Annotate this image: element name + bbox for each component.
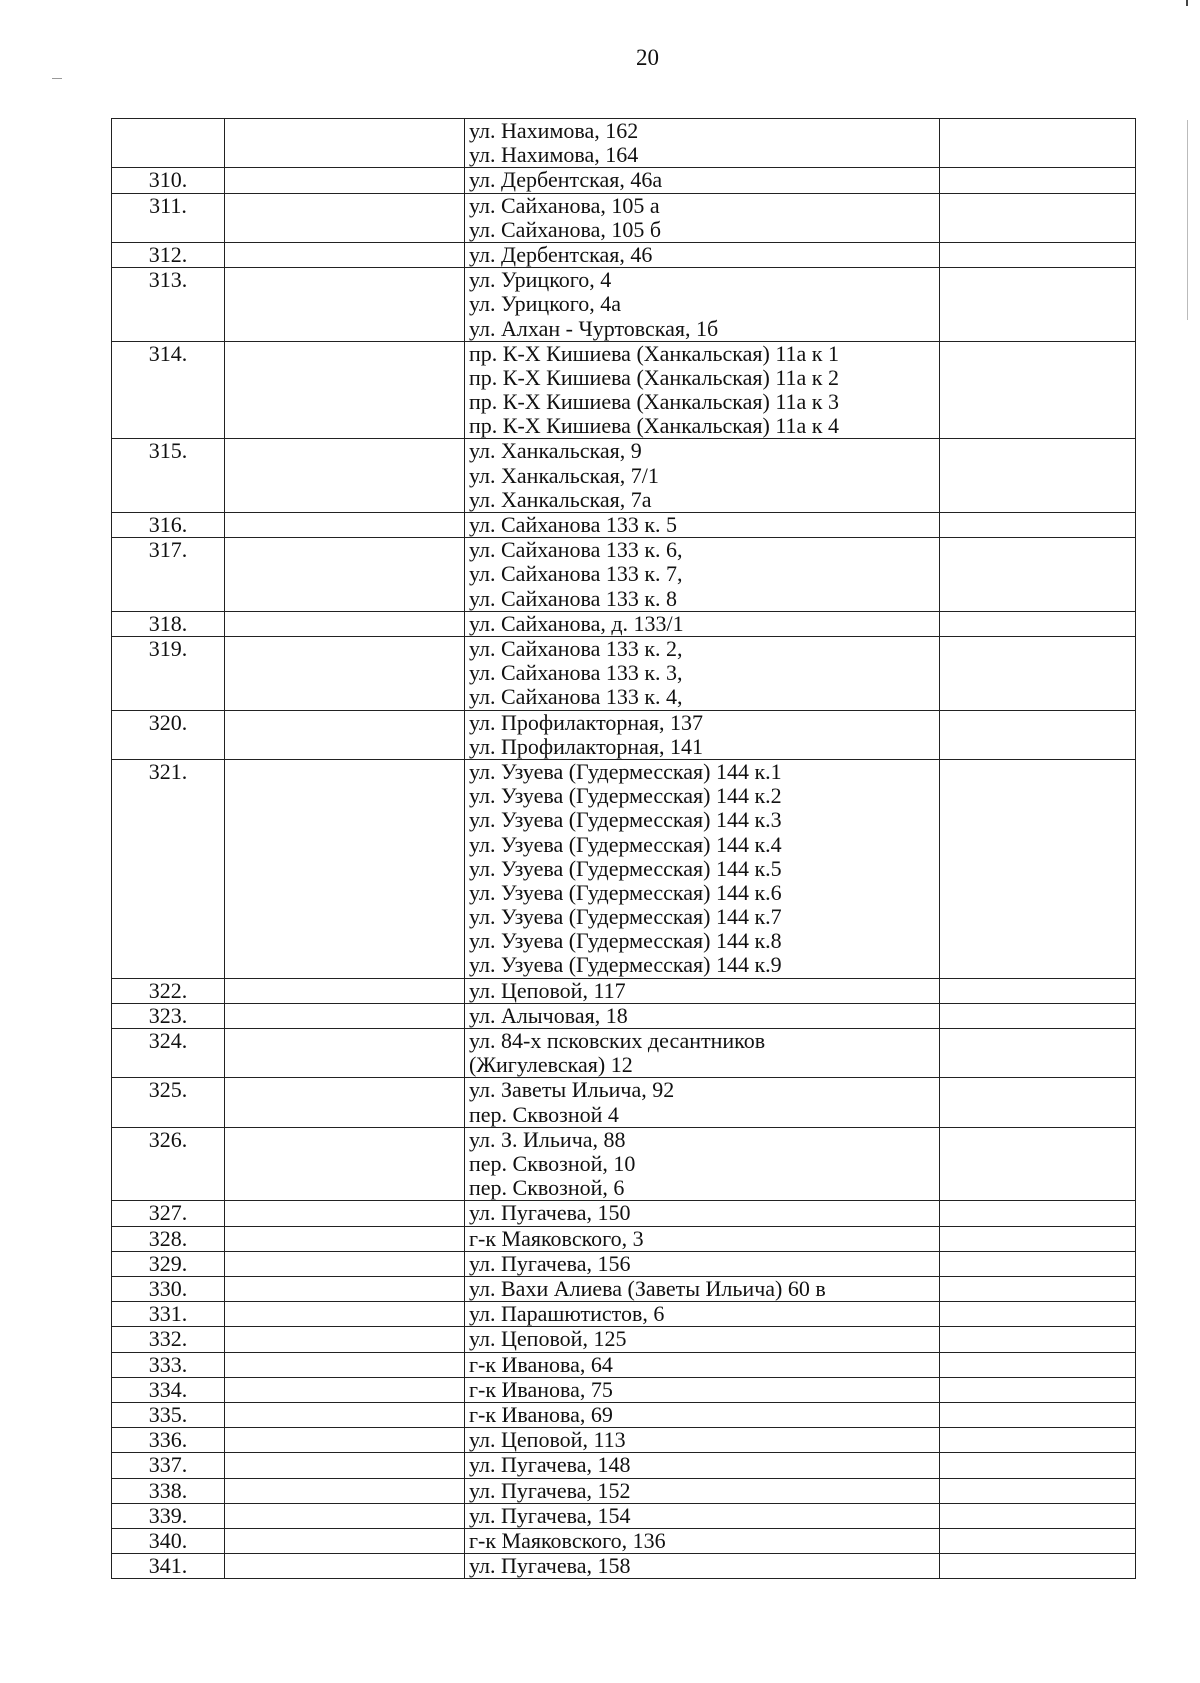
row-number: 337. (112, 1453, 225, 1478)
row-number: 322. (112, 978, 225, 1003)
address-line: ул. Заветы Ильича, 92 (469, 1077, 675, 1103)
address-line: ул. Дербентская, 46 (469, 241, 653, 267)
address-cell (465, 242, 940, 267)
table-row (112, 1428, 1136, 1453)
empty-cell (225, 1003, 465, 1028)
address-line: ул. Алхан - Чуртовская, 1б (469, 315, 719, 341)
empty-cell (225, 1554, 465, 1579)
address-cell (465, 1453, 940, 1478)
address-line: ул. Пугачева, 150 (469, 1200, 631, 1226)
row-number: 324. (112, 1029, 225, 1078)
empty-cell (225, 193, 465, 242)
address-table (111, 118, 1136, 1579)
row-number: 341. (112, 1554, 225, 1579)
table-row (112, 1528, 1136, 1553)
table-row (112, 611, 1136, 636)
address-line: ул. Узуева (Гудермесская) 144 к.2 (469, 783, 782, 809)
address-line: г-к Маяковского, 136 (469, 1527, 666, 1553)
extra-cell (940, 1276, 1136, 1301)
row-number: 321. (112, 759, 225, 978)
table-row (112, 538, 1136, 612)
address-cell (465, 341, 940, 439)
empty-cell (225, 637, 465, 711)
address-line: ул. Сайханова 133 к. 8 (469, 585, 678, 611)
row-number: 333. (112, 1352, 225, 1377)
address-cell (465, 168, 940, 193)
address-line: ул. Узуева (Гудермесская) 144 к.5 (469, 855, 782, 881)
address-cell (465, 978, 940, 1003)
row-number: 315. (112, 439, 225, 513)
empty-cell (225, 1503, 465, 1528)
empty-cell (225, 1428, 465, 1453)
address-line: г-к Иванова, 75 (469, 1376, 613, 1402)
row-number: 313. (112, 268, 225, 342)
empty-cell (225, 439, 465, 513)
address-cell (465, 1402, 940, 1427)
address-cell (465, 1251, 940, 1276)
empty-cell (225, 1528, 465, 1553)
table-row (112, 439, 1136, 513)
address-line: пр. К-Х Кишиева (Ханкальская) 11а к 4 (469, 413, 839, 439)
empty-cell (225, 538, 465, 612)
table-row (112, 341, 1136, 439)
address-line: ул. Пугачева, 148 (469, 1452, 631, 1478)
table-row (112, 1078, 1136, 1127)
row-number: 312. (112, 242, 225, 267)
address-line: ул. Узуева (Гудермесская) 144 к.1 (469, 758, 782, 784)
row-number: 340. (112, 1528, 225, 1553)
address-cell (465, 538, 940, 612)
address-cell (465, 1201, 940, 1226)
address-cell (465, 1127, 940, 1201)
row-number: 319. (112, 637, 225, 711)
table-row (112, 1503, 1136, 1528)
address-cell (465, 119, 940, 168)
empty-cell (225, 1327, 465, 1352)
table-row (112, 1402, 1136, 1427)
table-row (112, 1327, 1136, 1352)
extra-cell (940, 1003, 1136, 1028)
empty-cell (225, 242, 465, 267)
table-row (112, 1276, 1136, 1301)
address-cell (465, 1276, 940, 1301)
address-line: пр. К-Х Кишиева (Ханкальская) 11а к 1 (469, 340, 839, 366)
address-line: ул. Узуева (Гудермесская) 144 к.7 (469, 904, 782, 930)
extra-cell (940, 1226, 1136, 1251)
row-number: 316. (112, 513, 225, 538)
address-cell (465, 1226, 940, 1251)
empty-cell (225, 1201, 465, 1226)
extra-cell (940, 119, 1136, 168)
address-cell (465, 1302, 940, 1327)
extra-cell (940, 637, 1136, 711)
address-line: пр. К-Х Кишиева (Ханкальская) 11а к 2 (469, 364, 839, 390)
address-line: г-к Иванова, 64 (469, 1351, 613, 1377)
address-line: пер. Сквозной 4 (469, 1101, 619, 1127)
address-line: ул. 84-х псковских десантников (469, 1028, 766, 1054)
address-line: ул. Узуева (Гудермесская) 144 к.4 (469, 831, 782, 857)
row-number: 336. (112, 1428, 225, 1453)
address-cell (465, 1003, 940, 1028)
address-line: пр. К-Х Кишиева (Ханкальская) 11а к 3 (469, 389, 839, 415)
extra-cell (940, 611, 1136, 636)
empty-cell (225, 168, 465, 193)
extra-cell (940, 1503, 1136, 1528)
table-row (112, 759, 1136, 978)
row-number: 317. (112, 538, 225, 612)
extra-cell (940, 1528, 1136, 1553)
address-cell (465, 1528, 940, 1553)
row-number: 329. (112, 1251, 225, 1276)
address-line: ул. Цеповой, 125 (469, 1326, 627, 1352)
extra-cell (940, 1302, 1136, 1327)
address-cell (465, 513, 940, 538)
address-line: ул. Ханкальская, 9 (469, 438, 642, 464)
extra-cell (940, 513, 1136, 538)
row-number (112, 119, 225, 168)
address-cell (465, 1327, 940, 1352)
address-line: ул. Урицкого, 4а (469, 291, 622, 317)
table-row (112, 1251, 1136, 1276)
extra-cell (940, 168, 1136, 193)
address-line: ул. Сайханова, д. 133/1 (469, 610, 684, 636)
address-cell (465, 759, 940, 978)
address-line: ул. Нахимова, 162 (469, 118, 639, 143)
extra-cell (940, 1127, 1136, 1201)
extra-cell (940, 1478, 1136, 1503)
address-cell (465, 637, 940, 711)
address-cell (465, 268, 940, 342)
address-cell (465, 1478, 940, 1503)
table-row (112, 268, 1136, 342)
extra-cell (940, 1428, 1136, 1453)
address-line: ул. Сайханова, 105 б (469, 216, 662, 242)
table-row (112, 119, 1136, 168)
empty-cell (225, 268, 465, 342)
row-number: 318. (112, 611, 225, 636)
address-line: ул. Дербентская, 46а (469, 167, 663, 193)
row-number: 325. (112, 1078, 225, 1127)
scan-speck (52, 78, 62, 79)
address-cell (465, 611, 940, 636)
extra-cell (940, 341, 1136, 439)
address-line: ул. Пугачева, 158 (469, 1553, 631, 1579)
extra-cell (940, 710, 1136, 759)
empty-cell (225, 1127, 465, 1201)
address-line: г-к Маяковского, 3 (469, 1225, 644, 1251)
address-line: ул. Сайханова 133 к. 3, (469, 660, 683, 686)
table-row (112, 168, 1136, 193)
address-cell (465, 1078, 940, 1127)
empty-cell (225, 611, 465, 636)
empty-cell (225, 1226, 465, 1251)
row-number: 334. (112, 1377, 225, 1402)
address-line: пер. Сквозной, 6 (469, 1175, 625, 1201)
address-line: ул. З. Ильича, 88 (469, 1126, 626, 1152)
row-number: 339. (112, 1503, 225, 1528)
empty-cell (225, 1352, 465, 1377)
address-line: ул. Пугачева, 152 (469, 1477, 631, 1503)
address-line: ул. Сайханова 133 к. 6, (469, 537, 683, 563)
row-number: 320. (112, 710, 225, 759)
table-row (112, 1377, 1136, 1402)
address-cell (465, 1503, 940, 1528)
row-number: 331. (112, 1302, 225, 1327)
extra-cell (940, 242, 1136, 267)
address-cell (465, 1029, 940, 1078)
table-row (112, 978, 1136, 1003)
address-line: ул. Профилакторная, 141 (469, 733, 704, 759)
address-line: ул. Алычовая, 18 (469, 1002, 628, 1028)
address-line: ул. Нахимова, 164 (469, 142, 639, 168)
scan-edge-line (1187, 120, 1188, 320)
extra-cell (940, 759, 1136, 978)
extra-cell (940, 1201, 1136, 1226)
table-row (112, 1554, 1136, 1579)
scan-edge-mark (1186, 0, 1188, 6)
table-row (112, 1453, 1136, 1478)
address-line: ул. Цеповой, 117 (469, 977, 626, 1003)
table-row (112, 1302, 1136, 1327)
address-cell (465, 1554, 940, 1579)
extra-cell (940, 268, 1136, 342)
address-line: пер. Сквозной, 10 (469, 1150, 636, 1176)
table-row (112, 1226, 1136, 1251)
empty-cell (225, 119, 465, 168)
table-row (112, 710, 1136, 759)
table-row (112, 242, 1136, 267)
address-line: ул. Цеповой, 113 (469, 1427, 626, 1453)
empty-cell (225, 1377, 465, 1402)
address-line: ул. Сайханова 133 к. 5 (469, 512, 678, 538)
address-cell (465, 710, 940, 759)
row-number: 314. (112, 341, 225, 439)
empty-cell (225, 759, 465, 978)
address-line: (Жигулевская) 12 (469, 1052, 633, 1078)
extra-cell (940, 1352, 1136, 1377)
address-cell (465, 1428, 940, 1453)
table-row (112, 513, 1136, 538)
address-line: ул. Узуева (Гудермесская) 144 к.6 (469, 879, 782, 905)
extra-cell (940, 1078, 1136, 1127)
table-row (112, 1352, 1136, 1377)
row-number: 310. (112, 168, 225, 193)
extra-cell (940, 1402, 1136, 1427)
address-line: ул. Профилакторная, 137 (469, 709, 704, 735)
address-cell (465, 1377, 940, 1402)
row-number: 326. (112, 1127, 225, 1201)
table-row (112, 637, 1136, 711)
extra-cell (940, 193, 1136, 242)
empty-cell (225, 1302, 465, 1327)
extra-cell (940, 1251, 1136, 1276)
row-number: 311. (112, 193, 225, 242)
empty-cell (225, 1478, 465, 1503)
address-line: ул. Сайханова 133 к. 2, (469, 636, 683, 661)
address-cell (465, 193, 940, 242)
address-cell (465, 439, 940, 513)
address-line: ул. Парашютистов, 6 (469, 1301, 665, 1327)
address-line: ул. Сайханова 133 к. 7, (469, 561, 683, 587)
empty-cell (225, 1276, 465, 1301)
address-line: г-к Иванова, 69 (469, 1401, 613, 1427)
row-number: 338. (112, 1478, 225, 1503)
row-number: 332. (112, 1327, 225, 1352)
table-row (112, 193, 1136, 242)
empty-cell (225, 1453, 465, 1478)
address-table-body (112, 119, 1136, 1579)
empty-cell (225, 1402, 465, 1427)
extra-cell (940, 1029, 1136, 1078)
extra-cell (940, 538, 1136, 612)
address-line: ул. Ханкальская, 7а (469, 486, 652, 512)
address-cell (465, 1352, 940, 1377)
address-line: ул. Сайханова, 105 а (469, 192, 660, 218)
address-line: ул. Вахи Алиева (Заветы Ильича) 60 в (469, 1275, 826, 1301)
address-line: ул. Пугачева, 156 (469, 1250, 631, 1276)
address-line: ул. Узуева (Гудермесская) 144 к.9 (469, 952, 782, 978)
extra-cell (940, 439, 1136, 513)
extra-cell (940, 1327, 1136, 1352)
empty-cell (225, 1078, 465, 1127)
address-line: ул. Узуева (Гудермесская) 144 к.3 (469, 807, 782, 833)
row-number: 335. (112, 1402, 225, 1427)
extra-cell (940, 978, 1136, 1003)
address-line: ул. Пугачева, 154 (469, 1502, 631, 1528)
address-line: ул. Сайханова 133 к. 4, (469, 684, 683, 710)
empty-cell (225, 1251, 465, 1276)
extra-cell (940, 1377, 1136, 1402)
empty-cell (225, 1029, 465, 1078)
row-number: 330. (112, 1276, 225, 1301)
table-row (112, 1201, 1136, 1226)
empty-cell (225, 513, 465, 538)
row-number: 328. (112, 1226, 225, 1251)
extra-cell (940, 1554, 1136, 1579)
address-line: ул. Урицкого, 4 (469, 267, 612, 293)
empty-cell (225, 341, 465, 439)
table-row (112, 1029, 1136, 1078)
empty-cell (225, 978, 465, 1003)
empty-cell (225, 710, 465, 759)
page-number: 20 (636, 45, 659, 70)
extra-cell (940, 1453, 1136, 1478)
row-number: 323. (112, 1003, 225, 1028)
table-row (112, 1127, 1136, 1201)
table-row (112, 1003, 1136, 1028)
row-number: 327. (112, 1201, 225, 1226)
table-row (112, 1478, 1136, 1503)
address-line: ул. Узуева (Гудермесская) 144 к.8 (469, 928, 782, 954)
address-line: ул. Ханкальская, 7/1 (469, 462, 659, 488)
